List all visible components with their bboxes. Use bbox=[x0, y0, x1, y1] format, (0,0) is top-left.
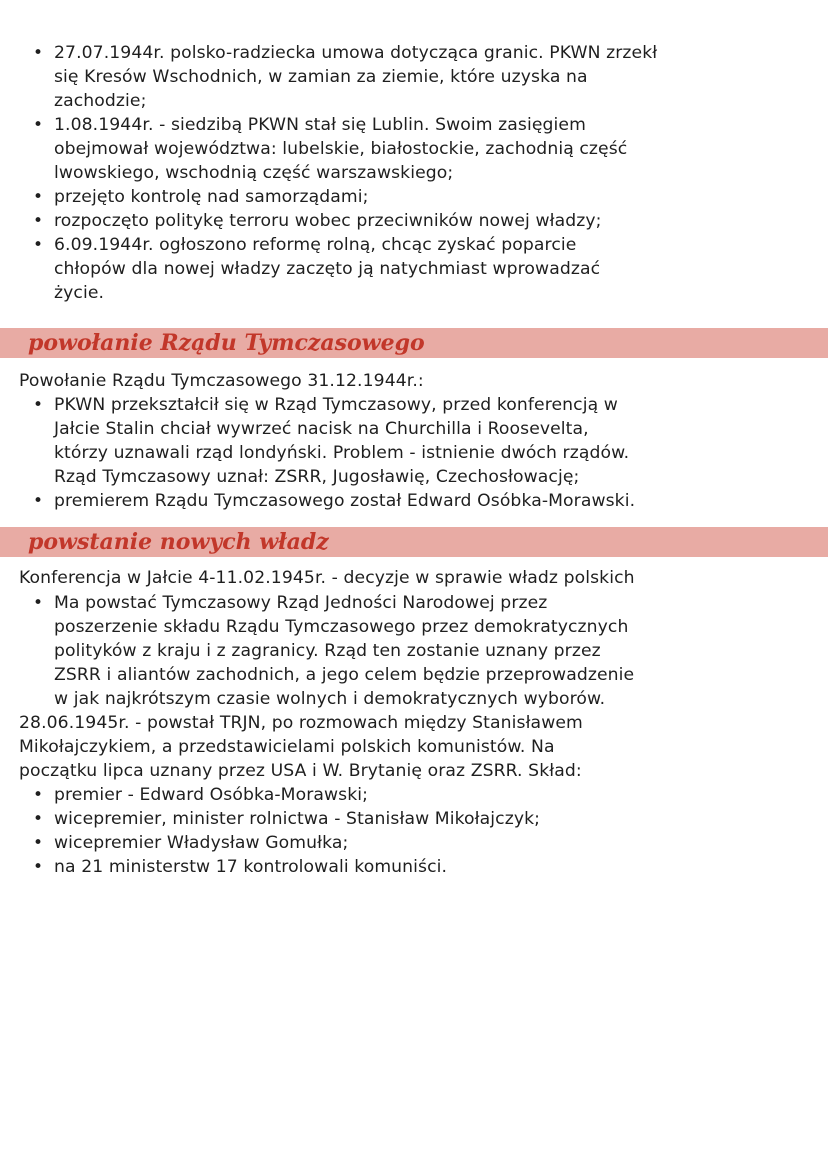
list-item-line: przejęto kontrolę nad samorządami; bbox=[54, 187, 369, 207]
bullet-marker: • bbox=[33, 785, 44, 805]
list-item-line: obejmował województwa: lubelskie, białostockie, zachodnią część bbox=[54, 139, 628, 159]
list-item-line: życie. bbox=[54, 283, 105, 303]
list-item-line: Ma powstać Tymczasowy Rząd Jedności Narodowej przez bbox=[54, 593, 548, 613]
list-item-line: 6.09.1944r. ogłoszono reformę rolną, chcąc zyskać poparcie bbox=[54, 235, 577, 255]
bullet-marker: • bbox=[33, 857, 44, 877]
list-item-line: Jałcie Stalin chciał wywrzeć nacisk na Churchilla i Roosevelta, bbox=[54, 419, 589, 439]
list-item-line: premierem Rządu Tymczasowego został Edward Osóbka-Morawski. bbox=[54, 491, 636, 511]
bullet-marker: • bbox=[33, 187, 44, 207]
section-intro: Konferencja w Jałcie 4-11.02.1945r. - decyzje w sprawie władz polskich bbox=[19, 568, 635, 588]
list-item-line: w jak najkrótszym czasie wolnych i demokratycznych wyborów. bbox=[54, 689, 606, 709]
list-item-line: rozpoczęto politykę terroru wobec przeciwników nowej władzy; bbox=[54, 211, 602, 231]
list-item-line: 1.08.1944r. - siedzibą PKWN stał się Lublin. Swoim zasięgiem bbox=[54, 115, 586, 135]
section-heading: powołanie Rządu Tymczasowego bbox=[28, 330, 425, 356]
section-heading-banner bbox=[0, 328, 828, 358]
list-item-line: wicepremier Władysław Gomułka; bbox=[54, 833, 349, 853]
bullet-marker: • bbox=[33, 43, 44, 63]
list-item-line: polityków z kraju i z zagranicy. Rząd ten zostanie uznany przez bbox=[54, 641, 601, 661]
bullet-marker: • bbox=[33, 211, 44, 231]
bullet-marker: • bbox=[33, 593, 44, 613]
section-heading-banner bbox=[0, 527, 828, 557]
list-item-line: lwowskiego, wschodnią część warszawskiego; bbox=[54, 163, 454, 183]
bullet-marker: • bbox=[33, 235, 44, 255]
bullet-marker: • bbox=[33, 809, 44, 829]
bullet-marker: • bbox=[33, 491, 44, 511]
list-item-line: poszerzenie składu Rządu Tymczasowego przez demokratycznych bbox=[54, 617, 629, 637]
section-heading: powstanie nowych władz bbox=[28, 529, 329, 555]
list-item-line: wicepremier, minister rolnictwa - Stanisław Mikołajczyk; bbox=[54, 809, 541, 829]
section-intro: Powołanie Rządu Tymczasowego 31.12.1944r.: bbox=[19, 371, 424, 391]
list-item-line: zachodzie; bbox=[54, 91, 147, 111]
list-item-line: chłopów dla nowej władzy zaczęto ją natychmiast wprowadzać bbox=[54, 259, 601, 279]
paragraph-line: początku lipca uznany przez USA i W. Brytanię oraz ZSRR. Skład: bbox=[19, 761, 582, 781]
list-item-line: Rząd Tymczasowy uznał: ZSRR, Jugosławię, Czechosłowację; bbox=[54, 467, 580, 487]
paragraph-line: 28.06.1945r. - powstał TRJN, po rozmowach między Stanisławem bbox=[19, 713, 583, 733]
bullet-marker: • bbox=[33, 395, 44, 415]
list-item-line: ZSRR i aliantów zachodnich, a jego celem będzie przeprowadzenie bbox=[54, 665, 635, 685]
list-item-line: PKWN przekształcił się w Rząd Tymczasowy, przed konferencją w bbox=[54, 395, 618, 415]
list-item-line: na 21 ministerstw 17 kontrolowali komuniści. bbox=[54, 857, 448, 877]
list-item-line: którzy uznawali rząd londyński. Problem - istnienie dwóch rządów. bbox=[54, 443, 630, 463]
bullet-marker: • bbox=[33, 833, 44, 853]
list-item-line: premier - Edward Osóbka-Morawski; bbox=[54, 785, 369, 805]
list-item-line: się Kresów Wschodnich, w zamian za ziemie, które uzyska na bbox=[54, 67, 588, 87]
paragraph-line: Mikołajczykiem, a przedstawicielami polskich komunistów. Na bbox=[19, 737, 555, 757]
list-item-line: 27.07.1944r. polsko-radziecka umowa dotycząca granic. PKWN zrzekł bbox=[54, 43, 658, 63]
bullet-marker: • bbox=[33, 115, 44, 135]
